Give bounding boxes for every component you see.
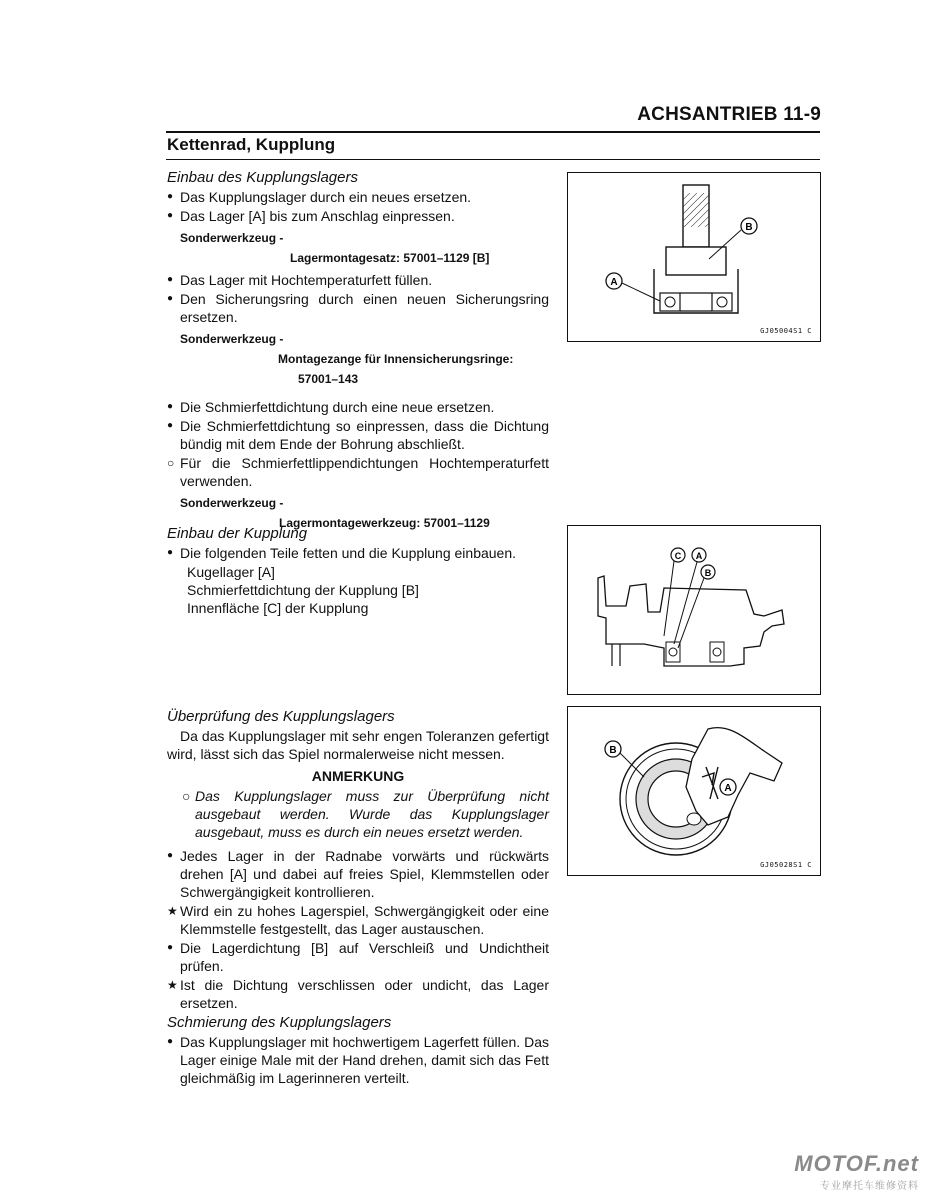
bearing-check-illustration — [568, 707, 820, 875]
list-item: ● Jedes Lager in der Radnabe vorwärts und rückwärts drehen [A] und dabei auf freies Spiel, Klemmstellen oder Schwergängigkeit kontrollieren. — [167, 847, 549, 901]
note-text: ○ Das Kupplungslager muss zur Überprüfung nicht ausgebaut werden. Wurde das Kupplungslager ausgebaut, muss es durch ein neues ersetzt werden. — [167, 787, 549, 841]
special-tool-label: Sonderwerkzeug - — [180, 496, 284, 510]
special-tool-value: 57001–143 — [298, 372, 359, 386]
section-title: Kettenrad, Kupplung — [167, 135, 336, 154]
block-clutch-install — [167, 525, 549, 617]
special-tool-label: Sonderwerkzeug - — [180, 332, 284, 346]
fig1-label-b: B — [745, 222, 753, 233]
watermark — [794, 1151, 919, 1192]
clutch-section-illustration — [568, 526, 820, 694]
watermark-tagline: 专业摩托车维修资料 — [820, 1181, 919, 1192]
block-bearing-install — [167, 169, 549, 536]
heading-bearing-lube: Schmierung des Kupplungslagers — [167, 1014, 392, 1031]
watermark-brand: MOTOF.net — [794, 1151, 919, 1176]
list-item: ● Die Schmierfettdichtung durch eine neue ersetzen. — [167, 398, 549, 416]
page-header-title: ACHSANTRIEB 11-9 — [637, 104, 821, 125]
special-tool-value: Lagermontagewerkzeug: 57001–1129 — [279, 516, 490, 530]
list-item: ● Den Sicherungsring durch einen neuen Sicherungsring ersetzen. — [167, 290, 549, 326]
sub-line: Kugellager [A] — [187, 564, 275, 580]
figure-clutch-section — [567, 525, 821, 695]
heading-bearing-check: Überprüfung des Kupplungslagers — [167, 708, 395, 725]
figure-code: GJ05028S1 C — [760, 861, 812, 869]
list-item: ● Die folgenden Teile fetten und die Kupplung einbauen. — [167, 544, 549, 562]
list-item: ● Die Lagerdichtung [B] auf Verschleiß und Undichtheit prüfen. — [167, 939, 549, 975]
list-item: ● Das Lager mit Hochtemperaturfett füllen. — [167, 271, 549, 289]
fig2-label-b: B — [704, 568, 712, 578]
list-item: ● Das Kupplungslager durch ein neues ersetzen. — [167, 188, 549, 206]
sub-line: Innenfläche [C] der Kupplung — [187, 600, 369, 616]
list-item: ★ Ist die Dichtung verschlissen oder undicht, das Lager ersetzen. — [167, 976, 549, 1012]
list-item: ● Das Lager [A] bis zum Anschlag einpressen. — [167, 207, 549, 225]
fig3-label-b: B — [609, 745, 617, 756]
header-rule — [166, 131, 820, 133]
section-rule — [166, 159, 820, 160]
block-bearing-lube — [167, 1014, 549, 1088]
fig2-label-a: A — [695, 551, 703, 561]
fig2-label-c: C — [674, 551, 682, 561]
heading-bearing-install: Einbau des Kupplungslagers — [167, 169, 358, 186]
fig1-label-a: A — [610, 277, 618, 288]
heading-clutch-install: Einbau der Kupplung — [167, 525, 308, 542]
list-item: ★ Wird ein zu hohes Lagerspiel, Schwergängigkeit oder eine Klemmstelle festgestellt, das Lager austauschen. — [167, 902, 549, 938]
list-item: ● Die Schmierfettdichtung so einpressen, dass die Dichtung bündig mit dem Ende der Bohrung abschließt. — [167, 417, 549, 453]
special-tool-label: Sonderwerkzeug - — [180, 231, 284, 245]
note-heading: ANMERKUNG — [311, 768, 405, 784]
figure-bearing-check — [567, 706, 821, 876]
fig3-label-a: A — [724, 783, 732, 794]
block-bearing-check — [167, 708, 549, 1013]
list-item: ○ Für die Schmierfettlippendichtungen Hochtemperaturfett verwenden. — [167, 454, 549, 490]
special-tool-value: Lagermontagesatz: 57001–1129 [B] — [290, 251, 490, 265]
figure-bearing-press — [567, 172, 821, 342]
figure-code: GJ05004S1 C — [760, 327, 812, 335]
paragraph: Da das Kupplungslager mit sehr engen Toleranzen gefertigt wird, lässt sich das Spiel normalerweise nicht messen. — [167, 728, 549, 762]
sub-line: Schmierfettdichtung der Kupplung [B] — [187, 582, 419, 598]
bearing-press-illustration — [568, 173, 820, 341]
list-item: ● Das Kupplungslager mit hochwertigem Lagerfett füllen. Das Lager einige Male mit der Hand drehen, damit sich das Fett gleichmäßig im Lagerinneren verteilt. — [167, 1033, 549, 1087]
special-tool-value: Montagezange für Innensicherungsringe: — [278, 352, 514, 366]
